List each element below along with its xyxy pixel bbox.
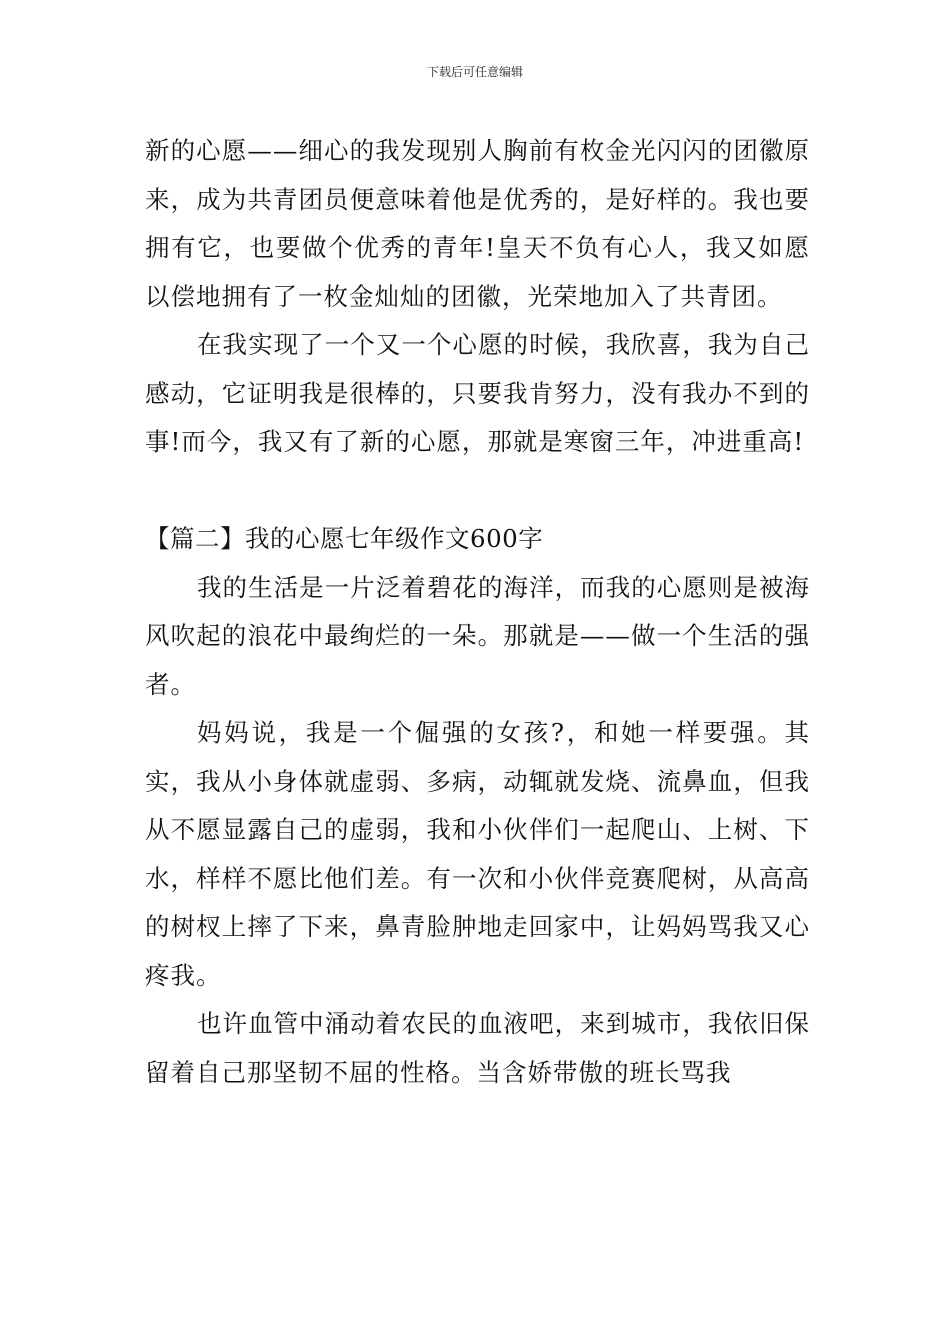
paragraph: 我的生活是一片泛着碧花的海洋，而我的心愿则是被海风吹起的浪花中最绚烂的一朵。那就是——做一个生活的强者。 [145, 572, 810, 699]
paragraph: 在我实现了一个又一个心愿的时候，我欣喜，我为自己感动，它证明我是很棒的，只要我肯努力，没有我办不到的事!而今，我又有了新的心愿，那就是寒窗三年，冲进重高! [145, 330, 810, 456]
paragraph: 妈妈说，我是一个倔强的女孩?，和她一样要强。其实，我从小身体就虚弱、多病，动辄就发烧、流鼻血，但我从不愿显露自己的虚弱，我和小伙伴们一起爬山、上树、下水，样样不愿比他们差。有一次和小伙伴竞赛爬树，从高高的树杈上摔了下来，鼻青脸肿地走回家中，让妈妈骂我又心疼我。 [145, 718, 810, 990]
paragraph-continued: 新的心愿——细心的我发现别人胸前有枚金光闪闪的团徽原来，成为共青团员便意味着他是优秀的，是好样的。我也要拥有它，也要做个优秀的青年!皇天不负有心人，我又如愿以偿地拥有了一枚金灿灿的团徽，光荣地加入了共青团。 [145, 136, 810, 311]
section-title: 【篇二】我的心愿七年级作文600字 [145, 524, 544, 553]
page-header: 下载后可任意编辑 [426, 65, 523, 79]
document-body [145, 127, 810, 1097]
paragraph: 也许血管中涌动着农民的血液吧，来到城市，我依旧保留着自己那坚韧不屈的性格。当含娇带傲的班长骂我 [145, 1009, 810, 1087]
